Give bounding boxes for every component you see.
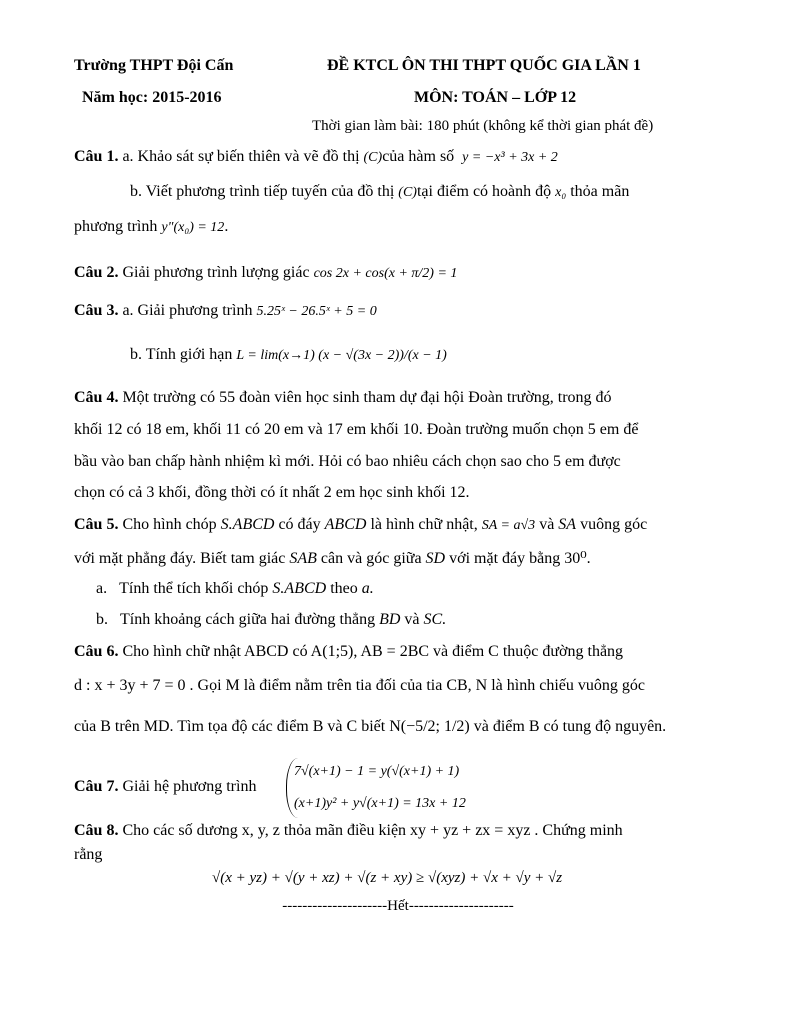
- question-text: Cho hình chóp: [118, 516, 221, 533]
- question-1-a: [74, 148, 558, 166]
- question-4-line-2: khối 12 có 18 em, khối 11 có 20 em và 17 em khối 10. Đoàn trường muốn chọn 5 em để: [74, 421, 639, 438]
- function-expression: y = −x³ + 3x + 2: [462, 150, 558, 165]
- question-text: tại điểm có hoành độ: [416, 183, 556, 200]
- question-label: Câu 8.: [74, 822, 119, 839]
- question-label: Câu 3.: [74, 302, 119, 319]
- school-year: Năm học: 2015-2016: [82, 89, 222, 106]
- list-marker: b.: [96, 611, 108, 628]
- end-marker: ---------------------Hết---------------------: [282, 898, 514, 914]
- question-text: Giải hệ phương trình: [118, 778, 257, 795]
- punctuation: .: [224, 218, 229, 235]
- question-text: vuông góc: [576, 516, 648, 533]
- math-inline: (C): [398, 185, 417, 200]
- question-text: a. Khảo sát sự biến thiên và vẽ đồ thị: [118, 148, 364, 165]
- question-label: Câu 2.: [74, 264, 119, 281]
- question-4-line-3: bầu vào ban chấp hành nhiệm kì mới. Hỏi có bao nhiêu cách chọn sao cho 5 em được: [74, 453, 621, 470]
- question-4-line-4: chọn có cả 3 khối, đồng thời có ít nhất 2 em học sinh khối 12.: [74, 484, 470, 501]
- question-label: Câu 4.: [74, 389, 119, 406]
- question-text: có đáy: [274, 516, 325, 533]
- list-marker: a.: [96, 580, 108, 597]
- math-inline: S.ABCD: [220, 516, 275, 533]
- question-text: a. Giải phương trình: [118, 302, 257, 319]
- math-inline: (C): [363, 150, 383, 165]
- question-6-line-1: [74, 643, 623, 661]
- math-inline: ABCD: [324, 516, 367, 533]
- question-2: [74, 264, 457, 282]
- question-text: của hàm số: [382, 148, 459, 165]
- question-5-line-2: [74, 548, 591, 568]
- question-text: cân và góc giữa: [316, 550, 426, 567]
- question-6-line-3: của B trên MD. Tìm tọa độ các điểm B và C biết N(−5/2; 1/2) và điểm B có tung độ nguyên.: [74, 718, 667, 735]
- math-inline: BD: [379, 611, 401, 628]
- question-6-line-2: d : x + 3y + 7 = 0 . Gọi M là điểm nằm trên tia đối của tia CB, N là hình chiếu vuông góc: [74, 677, 645, 694]
- question-3-a: [74, 302, 377, 320]
- question-text: Cho hình chữ nhật ABCD có A(1;5), AB = 2BC và điểm C thuộc đường thẳng: [118, 643, 624, 660]
- inequality: √(x + yz) + √(y + xz) + √(z + xy) ≥ √(xyz) + √x + √y + √z: [212, 870, 563, 886]
- exponential-equation: 5.25ˣ − 26.5ˣ + 5 = 0: [256, 304, 377, 319]
- question-1-b: [130, 183, 629, 201]
- math-inline: SA = a√3: [481, 518, 536, 533]
- math-inline: y"(x₀) = 12: [161, 220, 225, 235]
- question-label: Câu 7.: [74, 778, 119, 795]
- exam-title: ĐỀ KTCL ÔN THI THPT QUỐC GIA LẦN 1: [327, 57, 641, 74]
- question-8-line-1: [74, 822, 623, 840]
- question-text: phương trình: [74, 218, 162, 235]
- question-text: b. Viết phương trình tiếp tuyến của đồ thị: [130, 183, 399, 200]
- question-5-part-a: [96, 580, 374, 598]
- question-text: với mặt phẳng đáy. Biết tam giác: [74, 550, 290, 567]
- question-7: [74, 778, 256, 796]
- school-name: Trường THPT Đội Cấn: [74, 57, 234, 74]
- question-4-line-1: [74, 389, 612, 407]
- system-equation-1: 7√(x+1) − 1 = y(√(x+1) + 1): [294, 764, 460, 779]
- math-inline: SAB: [289, 550, 317, 567]
- question-8-line-2: rằng: [74, 846, 103, 863]
- question-5-part-b: [96, 611, 446, 629]
- question-text: Tính thể tích khối chóp: [119, 580, 273, 597]
- question-text: b. Tính giới hạn: [130, 346, 237, 363]
- question-text: và: [535, 516, 559, 533]
- question-label: Câu 6.: [74, 643, 119, 660]
- question-text: thỏa mãn: [566, 183, 630, 200]
- question-text: và: [400, 611, 424, 628]
- exam-time: Thời gian làm bài: 180 phút (không kể thời gian phát đề): [312, 118, 654, 134]
- question-text: Tính khoảng cách giữa hai đường thẳng: [120, 611, 380, 628]
- math-inline: SD: [425, 550, 446, 567]
- math-inline: x₀: [555, 185, 567, 200]
- question-text: Giải phương trình lượng giác: [118, 264, 314, 281]
- question-text: với mặt đáy bằng 30⁰.: [445, 550, 591, 567]
- question-text: là hình chữ nhật,: [366, 516, 482, 533]
- math-inline: SA: [558, 516, 577, 533]
- exam-subject: MÔN: TOÁN – LỚP 12: [414, 89, 577, 106]
- question-text: Cho các số dương x, y, z thỏa mãn điều kiện xy + yz + zx = xyz . Chứng minh: [118, 822, 623, 839]
- question-text: theo: [326, 580, 362, 597]
- question-1-b-cont: [74, 218, 228, 236]
- system-equation-2: (x+1)y² + y√(x+1) = 13x + 12: [294, 796, 466, 811]
- math-inline: S.ABCD: [272, 580, 327, 597]
- question-3-b: [130, 346, 447, 364]
- question-text: Một trường có 55 đoàn viên học sinh tham dự đại hội Đoàn trường, trong đó: [118, 389, 612, 406]
- question-label: Câu 5.: [74, 516, 119, 533]
- math-inline: SC.: [423, 611, 447, 628]
- trig-equation: cos 2x + cos(x + π/2) = 1: [313, 266, 458, 281]
- limit-expression: L = lim(x→1) (x − √(3x − 2))/(x − 1): [236, 348, 447, 363]
- question-label: Câu 1.: [74, 148, 119, 165]
- question-5-line-1: [74, 516, 647, 534]
- math-inline: a.: [361, 580, 374, 597]
